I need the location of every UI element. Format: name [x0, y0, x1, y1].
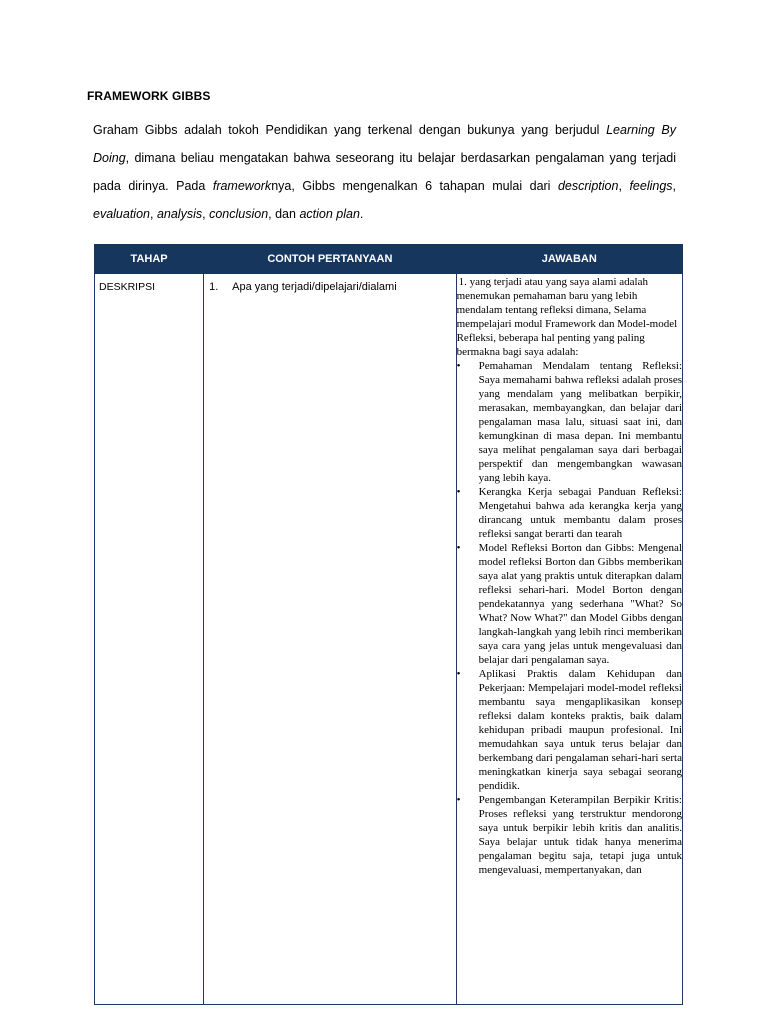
- question-cell: [204, 274, 456, 1005]
- answer-lead: 1. yang terjadi atau yang saya alami adalah menemukan pemahaman baru yang lebih mendalam tentang refleksi dimana, Selama mempelajari modul Framework dan Model-model Refleksi, beberapa hal penting yang paling bermakna bagi saya adalah:: [456, 276, 678, 358]
- framework-word: framework: [212, 179, 272, 193]
- list-item: [457, 541, 682, 667]
- gibbs-framework-table: [94, 244, 683, 1005]
- stage-analysis: analysis: [156, 207, 203, 221]
- bullet-icon: •: [456, 668, 461, 680]
- intro-paragraph: [93, 116, 676, 228]
- tahap-cell: [95, 274, 204, 1005]
- header-contoh-pertanyaan: CONTOH PERTANYAAN: [204, 245, 456, 274]
- stage-description: description: [557, 179, 619, 193]
- bullet-icon: •: [456, 794, 461, 806]
- header-jawaban: JAWABAN: [456, 245, 682, 274]
- answer-content: [457, 274, 682, 1004]
- answer-points: [457, 359, 682, 877]
- list-item: [457, 667, 682, 793]
- book-title: Learning By Doing: [93, 123, 677, 165]
- answer-cell: [456, 274, 682, 1005]
- answer-point-text: Pemahaman Mendalam tentang Refleksi: Saya memahami bahwa refleksi adalah proses yang mendalam yang melibatkan berpikir, merasakan, membayangkan, dan belajar dari pengalaman masa lalu, situasi saat ini, dan kemungkinan di masa depan. Ini membantu saya melihat pengalaman saya dari berbagai perspektif dan mengembangkan wawasan yang lebih kaya.: [478, 360, 682, 484]
- answer-point-text: Pengembangan Keterampilan Berpikir Kritis: Proses refleksi yang terstruktur mendorong saya untuk berpikir lebih kritis dan analitis. Saya belajar untuk tidak hanya menerima pengalaman begitu saja, tetapi juga untuk mengevaluasi, mempertanyakan, dan: [478, 794, 682, 876]
- bullet-icon: •: [456, 486, 461, 498]
- question-text: Apa yang terjadi/dipelajari/dialami: [232, 281, 397, 293]
- table-row: [95, 274, 683, 1005]
- list-item: [457, 359, 682, 485]
- list-item: [457, 793, 682, 877]
- stage-evaluation: evaluation: [93, 207, 150, 221]
- stage-action-plan: action plan: [299, 207, 360, 221]
- question-item: [204, 274, 455, 293]
- separator: ,: [150, 207, 157, 221]
- intro-text-3: nya, Gibbs mengenalkan 6 tahapan mulai dari: [271, 179, 558, 193]
- question-number: 1.: [209, 281, 219, 293]
- answer-point-text: Aplikasi Praktis dalam Kehidupan dan Pekerjaan: Mempelajari model-model refleksi membantu saya mengaplikasikan konsep refleksi dalam konteks praktis, baik dalam kehidupan pribadi maupun profesional. Ini memudahkan saya untuk terus belajar dan berkembang dari pengalaman sehari-hari serta meningkatkan kinerja saya sebagai seorang pendidik.: [478, 668, 682, 792]
- document-title: FRAMEWORK GIBBS: [87, 89, 211, 103]
- intro-text-1: Graham Gibbs adalah tokoh Pendidikan yang terkenal dengan bukunya yang berjudul: [93, 123, 607, 137]
- sentence-end: .: [359, 207, 364, 221]
- header-tahap: TAHAP: [95, 245, 204, 274]
- table-header-row: [95, 245, 683, 274]
- separator: , dan: [268, 207, 300, 221]
- answer-point-text: Kerangka Kerja sebagai Panduan Refleksi: Mengetahui bahwa ada kerangka kerja yang dirancang untuk membantu dalam proses refleksi sangat berarti dan tearah: [478, 486, 682, 540]
- list-item: [457, 485, 682, 541]
- bullet-icon: •: [456, 360, 461, 372]
- separator: ,: [618, 179, 630, 193]
- stage-feelings: feelings: [629, 179, 673, 193]
- separator: ,: [202, 207, 210, 221]
- tahap-label: DESKRIPSI: [99, 281, 156, 293]
- bullet-icon: •: [456, 542, 461, 554]
- answer-point-text: Model Refleksi Borton dan Gibbs: Mengenal model refleksi Borton dan Gibbs memberikan saya alat yang praktis untuk diterapkan dalam refleksi sehari-hari. Model Borton dengan pendekatannya yang sederhana "What? So What? Now What?" dan Model Gibbs dengan langkah-langkah yang lebih rinci memberikan saya cara yang jelas untuk mengevaluasi dan belajar dari pengalaman saya.: [478, 542, 682, 666]
- intro-text-2: , dimana beliau mengatakan bahwa seseorang itu belajar berdasarkan pengalaman yang terjadi pada dirinya. Pada: [93, 151, 676, 193]
- stage-conclusion: conclusion: [209, 207, 269, 221]
- separator: ,: [672, 179, 677, 193]
